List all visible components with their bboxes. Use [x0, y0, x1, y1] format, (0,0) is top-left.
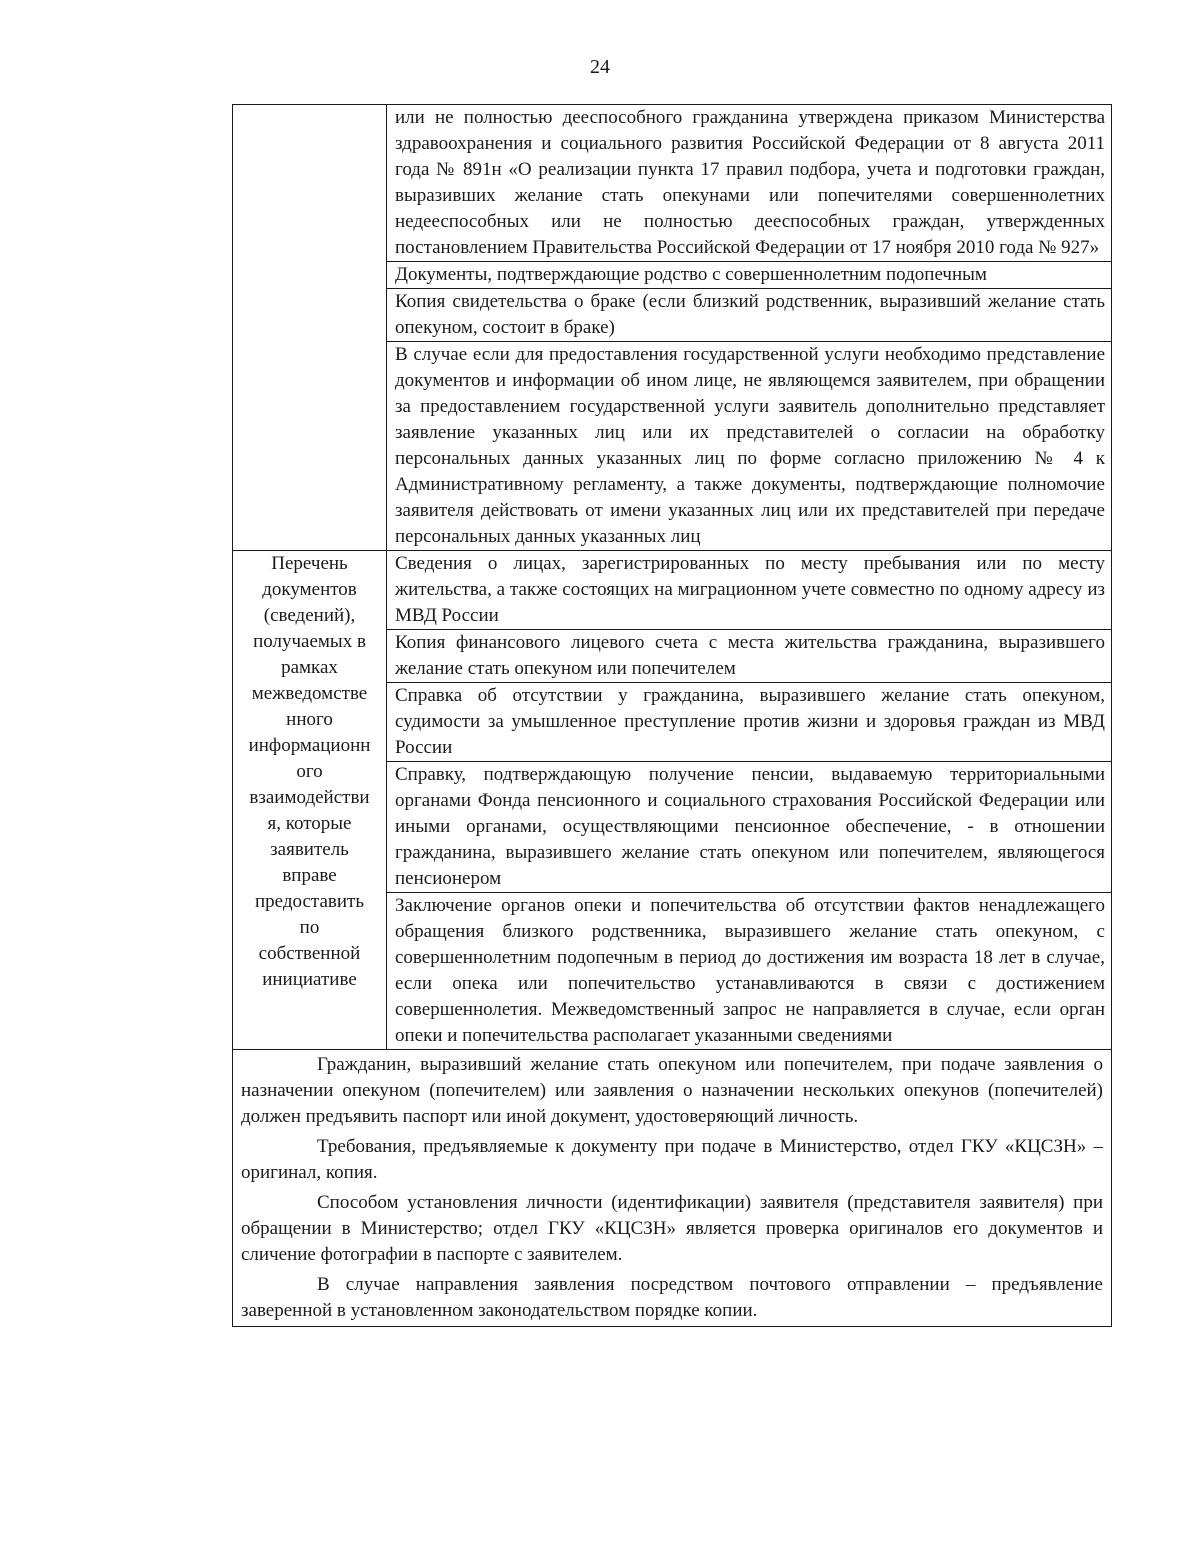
section-label-line: взаимодействи [249, 787, 370, 808]
list-item: Копия свидетельства о браке (если близкий родственник, выразивший желание стать опекуном, состоит в браке) [387, 289, 1112, 342]
list-item: Сведения о лицах, зарегистрированных по месту пребывания или по месту жительства, а также состоящих на миграционном учете совместно по одному адресу из МВД России [387, 551, 1112, 630]
section-label [233, 551, 387, 1050]
table-row [233, 1050, 1112, 1327]
list-item: или не полностью дееспособного гражданина утверждена приказом Министерства здравоохранения и социального развития Российской Федерации от 8 августа 2011 года № 891н «О реализации пункта 17 правил подбора, учета и подготовки граждан, выразивших желание стать опекунами или попечителями совершеннолетних недееспособных или не полностью дееспособных граждан, утвержденных постановлением Правительства Российской Федерации от 17 ноября 2010 года № 927» [387, 105, 1112, 262]
section-label-line: предоставить [255, 891, 364, 912]
footer-paragraph: Гражданин, выразивший желание стать опекуном или попечителем, при подаче заявления о назначении опекуном (попечителем) или заявления о назначении нескольких опекунов (попечителей) должен предъявить паспорт или иной документ, удостоверяющий личность. [241, 1054, 1103, 1127]
section-label-line: ого [296, 761, 323, 782]
list-item: Документы, подтверждающие родство с совершеннолетним подопечным [387, 262, 1112, 289]
list-item: В случае если для предоставления государственной услуги необходимо представление документов и информации об ином лице, не являющемся заявителем, при обращении за предоставлением государственной услуги заявитель дополнительно представляет заявление указанных лиц или их представителей о согласии на обработку персональных данных указанных лиц по форме согласно приложению № 4 к Административному регламенту, а также документы, подтверждающие полномочие заявителя действовать от имени указанных лиц или их представителей при передаче персональных данных указанных лиц [387, 342, 1112, 551]
list-item: Справка об отсутствии у гражданина, выразившего желание стать опекуном, судимости за умышленное преступление против жизни и здоровья граждан из МВД России [387, 683, 1112, 762]
section-label-line: Перечень [271, 553, 348, 574]
section-label-line: вправе [282, 865, 337, 886]
section-label-line: заявитель [270, 839, 349, 860]
section-label-line: получаемых в [253, 631, 366, 652]
table-row [233, 551, 1112, 630]
section-label-line: я, которые [267, 813, 352, 834]
section-label-line: информационн [248, 735, 371, 756]
section-label-line: межведомстве [251, 683, 368, 704]
footer-paragraph: Способом установления личности (идентификации) заявителя (представителя заявителя) при обращении в Министерство; отдел ГКУ «КЦСЗН» является проверка оригиналов его документов и сличение фотографии в паспорте с заявителем. [241, 1192, 1103, 1265]
footer-text [233, 1050, 1112, 1327]
section-label-line: нного [286, 709, 333, 730]
empty-left-cell [233, 105, 387, 551]
page-number: 24 [590, 56, 610, 78]
section-label-line: собственной [258, 943, 361, 964]
list-item: Копия финансового лицевого счета с места жительства гражданина, выразившего желание стать опекуном или попечителем [387, 630, 1112, 683]
footer-paragraph: Требования, предъявляемые к документу при подаче в Министерство, отдел ГКУ «КЦСЗН» – оригинал, копия. [241, 1136, 1103, 1183]
footer-paragraph: В случае направления заявления посредством почтового отправлении – предъявление заверенной в установленном законодательством порядке копии. [241, 1274, 1103, 1321]
list-item: Справку, подтверждающую получение пенсии, выдаваемую территориальными органами Фонда пенсионного и социального страхования Российской Федерации или иными органами, осуществляющими пенсионное обеспечение, - в отношении гражданина, выразившего желание стать опекуном или попечителем, являющегося пенсионером [387, 762, 1112, 893]
section-label-line: документов [262, 579, 357, 600]
section-label-line: инициативе [262, 969, 357, 990]
section-label-line: (сведений), [263, 605, 356, 626]
table-row [233, 105, 1112, 262]
section-label-line: рамках [281, 657, 338, 678]
document-table [232, 104, 1112, 1327]
list-item: Заключение органов опеки и попечительства об отсутствии фактов ненадлежащего обращения близкого родственника, выразившего желание стать опекуном, с совершеннолетним подопечным в период до достижения им возраста 18 лет в случае, если опека или попечительство устанавливаются в связи с достижением совершеннолетия. Межведомственный запрос не направляется в случае, если орган опеки и попечительства располагает указанными сведениями [387, 893, 1112, 1050]
section-label-line: по [299, 917, 320, 938]
